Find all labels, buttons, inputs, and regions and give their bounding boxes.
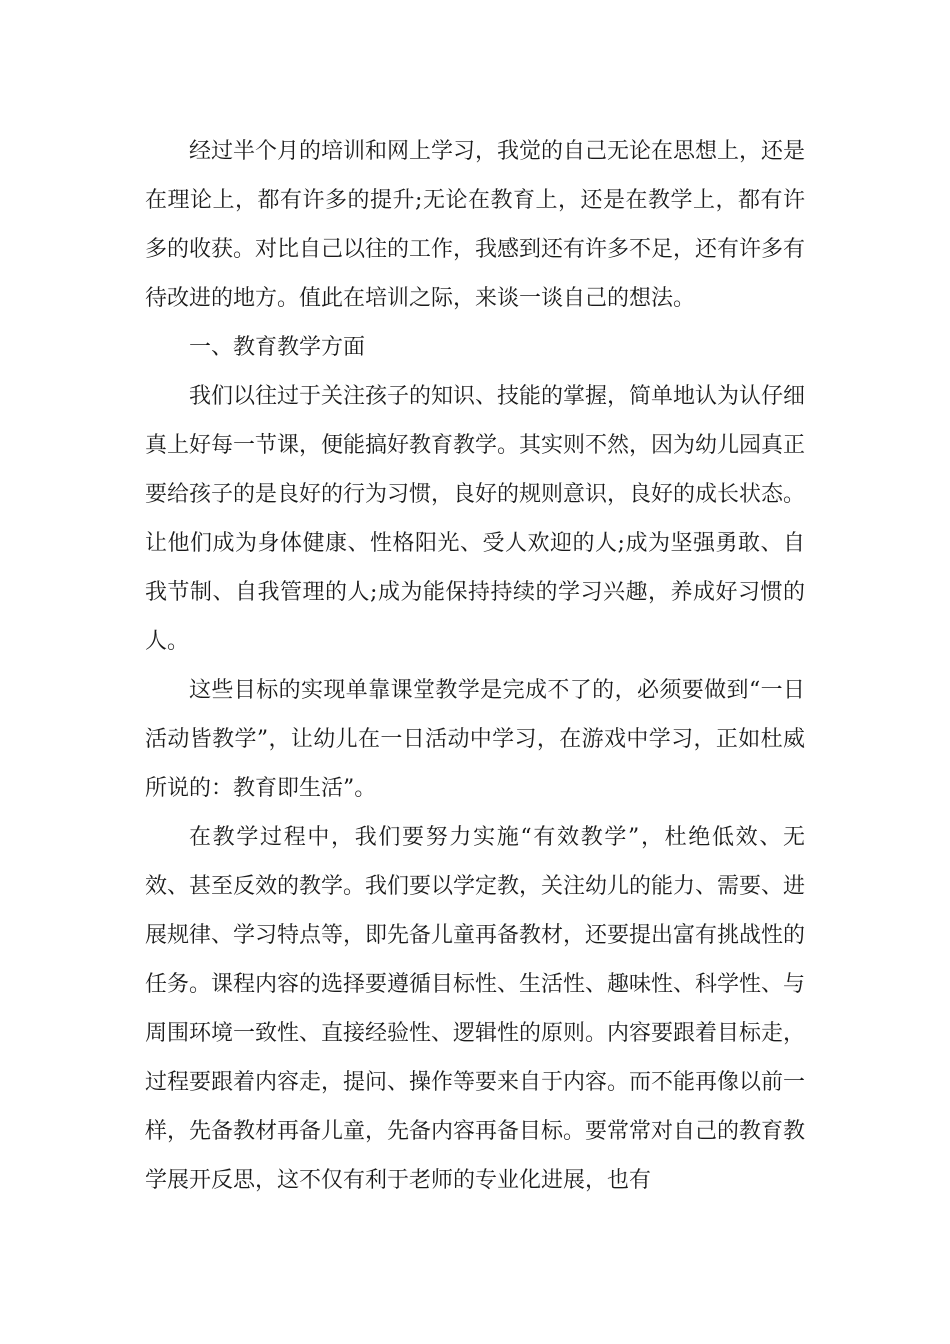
section-heading: 一、教育教学方面 — [189, 335, 366, 360]
paragraph-effective-teaching: 在教学过程中，我们要努力实施“有效教学”，杜绝低效、无效、甚至反效的教学。我们要以学定教，关注幼儿的能力、需要、进展规律、学习特点等，即先备儿童再备教材，还要提出富有挑战性的任务。课程内容的选择要遵循目标性、生活性、趣味性、科学性、与周围环境一致性、直接经验性、逻辑性的原则。内容要跟着目标走，过程要跟着内容走，提问、操作等要来自于内容。而不能再像以前一样，先备教材再备儿童，先备内容再备目标。要常常对自己的教育教学展开反思，这不仅有利于老师的专业化进展，也有 — [145, 825, 806, 1193]
paragraph-goals: 我们以往过于关注孩子的知识、技能的掌握，简单地认为认仔细真上好每一节课，便能搞好教育教学。其实则不然，因为幼儿园真正要给孩子的是良好的行为习惯，良好的规则意识，良好的成长状态。让他们成为身体健康、性格阳光、受人欢迎的人;成为坚强勇敢、自我节制、自我管理的人;成为能保持持续的学习兴趣，养成好习惯的人。 — [145, 384, 806, 654]
paragraph-daily-activities: 这些目标的实现单靠课堂教学是完成不了的，必须要做到“一日活动皆教学”，让幼儿在一日活动中学习，在游戏中学习，正如杜威所说的：教育即生活”。 — [145, 678, 805, 801]
paragraph-intro: 经过半个月的培训和网上学习，我觉的自己无论在思想上，还是在理论上，都有许多的提升;无论在教育上，还是在教学上，都有许多的收获。对比自己以往的工作，我感到还有许多不足，还有许多有待改进的地方。值此在培训之际，来谈一谈自己的想法。 — [145, 139, 806, 311]
document-body — [145, 127, 805, 1205]
